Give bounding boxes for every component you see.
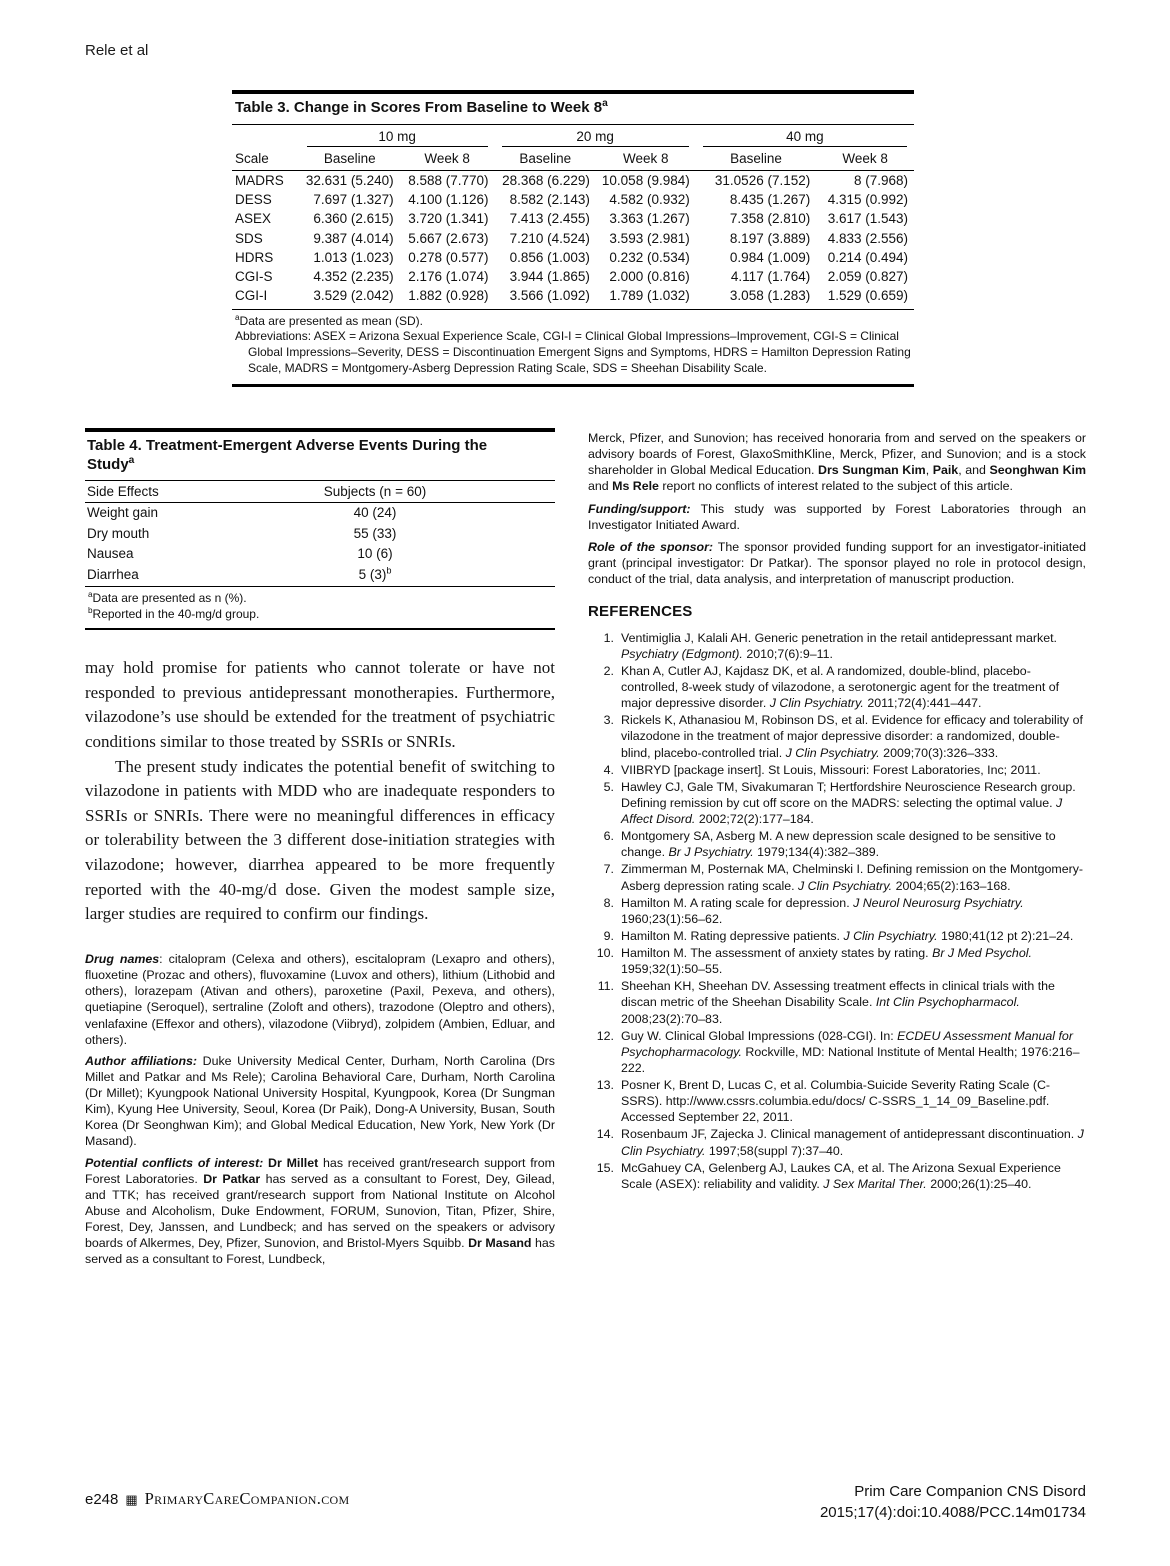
scale-name: ASEX — [235, 211, 272, 227]
body-paragraph-2: The present study indicates the potential benefit of switching to vilazodone in patients with MDD who are inadequate responders to SSRIs or SNRIs. There were no meaningful differences in efficacy or tolerability between the 3 different dose-initiation strategies with vilazodone; however, diarrhea appeared to be more frequently reported with the 40-mg/d dose. Given the modest sample size, larger studies are required to confirm our findings. — [85, 756, 555, 924]
reference-number: 7. — [603, 862, 614, 877]
reference-text: Rickels K, Athanasiou M, Robinson DS, et al. Evidence for efficacy and tolerability of vilazodone in the treatment of major depressive disorder: a randomized, double-blind, placebo-controlled trial. J Clin Psychiatry. 2009;70(3):326–333. — [621, 713, 1083, 760]
reference-number: 4. — [603, 762, 614, 777]
reference-item-12 — [588, 1028, 1086, 1076]
value-cell: 3.617 (1.543) — [827, 211, 908, 227]
table3-row-asex — [232, 209, 914, 228]
reference-text: Montgomery SA, Asberg M. A new depression scale designed to be sensitive to change. Br J Psychiatry. 1979;134(4):382–389. — [621, 829, 1056, 860]
reference-item-2 — [588, 663, 1086, 711]
value-cell: 3.566 (1.092) — [495, 286, 596, 309]
reference-number: 14. — [596, 1127, 614, 1142]
col-header-week8-20mg: Week 8 — [596, 148, 696, 171]
table3-title: Table 3. Change in Scores From Baseline to Week 8$^a$ — [235, 98, 608, 116]
reference-number: 2. — [603, 663, 614, 678]
col-header-baseline-20mg: Baseline — [495, 148, 596, 171]
drug-names-note: Drug names: citalopram (Celexa and others), escitalopram (Lexapro and others), fluoxetine (Prozac and others), fluvoxamine (Luvox and others), lithium (Lithobid and others), lorazepam (Ativan and others), paroxetine (Paxil, Pexeva, and others), quetiapine (Seroquel), sertraline (Zoloft and others), trazodone (Oleptro and others), venlafaxine (Effexor and others), vilazodone (Viibryd), zolpidem (Ambien, Edluar, and others). — [85, 952, 555, 1047]
reference-number: 13. — [596, 1078, 614, 1092]
reference-text: Sheehan KH, Sheehan DV. Assessing treatment effects in clinical trials with the discan metric of the Sheehan Disability Scale. Int Clin Psychopharmacol. 2008;23(2):70–83. — [621, 979, 1055, 1026]
value-cell: 4.352 (2.235) — [313, 269, 394, 285]
table3-row-sds — [232, 229, 914, 248]
scale-name: SDS — [235, 230, 263, 246]
reference-item-8 — [588, 895, 1086, 927]
table3-abbreviations: Abbreviations: ASEX = Arizona Sexual Experience Scale, CGI-I = Clinical Global Impressions–Improvement, CGI-S = Clinical Global Impressions–Severity, DESS = Discontinuation Emergent Signs and Symptoms, HDRS = Hamilton Depression Rating Scale, MADRS = Montgomery-Asberg Depression Rating Scale, SDS = Sheehan Disability Scale. — [235, 329, 911, 376]
value-cell: 3.363 (1.267) — [609, 211, 690, 227]
reference-item-7 — [588, 861, 1086, 893]
col-header-side-effects: Side Effects — [85, 480, 195, 502]
reference-text: Zimmerman M, Posternak MA, Chelminski I. Defining remission on the Montgomery-Asberg depression rating scale. J Clin Psychiatry. 2004;65(2):163–168. — [621, 862, 1084, 893]
reference-number: 9. — [603, 928, 614, 943]
value-cell: 7.697 (1.327) — [313, 192, 394, 208]
reference-item-14 — [588, 1126, 1086, 1158]
table3-dose-group-row — [232, 124, 914, 148]
reference-item-13 — [588, 1077, 1086, 1125]
dose-group-40mg: 40 mg — [703, 129, 907, 147]
value-cell: 3.944 (1.865) — [509, 269, 590, 285]
journal-logo-icon: ▦ — [125, 1491, 138, 1507]
col-header-baseline-40mg: Baseline — [696, 148, 817, 171]
table4-footnote-b: $^b$Reported in the 40-mg/d group. — [88, 606, 260, 622]
side-effect-value: 10 (6) — [357, 546, 393, 562]
value-cell: 10.058 (9.984) — [601, 172, 690, 188]
table3-row-cgis — [232, 267, 914, 286]
value-cell: 0.232 (0.534) — [609, 249, 690, 265]
value-cell: 9.387 (4.014) — [313, 230, 394, 246]
references-heading: REFERENCES — [588, 603, 693, 621]
table4-header-row — [85, 480, 555, 502]
side-effect-name: Nausea — [87, 546, 134, 562]
value-cell: 2.059 (0.827) — [827, 269, 908, 285]
value-cell: 8.582 (2.143) — [509, 192, 590, 208]
body-paragraph-1: may hold promise for patients who cannot tolerate or have not responded to previous antidepressant monotherapies. Furthermore, vilazodone’s use should be extended for the treatment of psychiatric conditions similar to those treated by SSRIs or SNRIs. — [85, 658, 555, 751]
col-header-week8-10mg: Week 8 — [400, 148, 495, 171]
value-cell: 7.358 (2.810) — [729, 211, 811, 227]
value-cell: 0.856 (1.003) — [509, 249, 590, 265]
table3 — [232, 90, 914, 387]
value-cell: 3.058 (1.283) — [696, 286, 817, 309]
reference-text: Hamilton M. The assessment of anxiety states by rating. Br J Med Psychol. 1959;32(1):50–55. — [621, 946, 1032, 977]
footer-left — [85, 1489, 349, 1509]
col-header-subjects: Subjects (n = 60) — [195, 480, 555, 502]
reference-text: Khan A, Cutler AJ, Kajdasz DK, et al. A randomized, double-blind, placebo-controlled, 8-week study of vilazodone, a serotonergic agent for the treatment of major depressive disorder. J Clin Psychiatry. 2011;72(4):441–447. — [621, 663, 1060, 711]
scale-name: HDRS — [235, 249, 274, 265]
table3-row-hdrs — [232, 248, 914, 267]
reference-text: McGahuey CA, Gelenberg AJ, Laukes CA, et al. The Arizona Sexual Experience Scale (ASEX): reliability and validity. J Sex Marital Ther. 2000;26(1):25–40. — [621, 1160, 1061, 1191]
value-cell: 4.315 (0.992) — [827, 192, 908, 208]
value-cell: 8.197 (3.889) — [729, 230, 811, 246]
value-cell: 7.210 (4.524) — [509, 230, 590, 246]
table4-row-nausea — [85, 544, 555, 565]
value-cell: 0.214 (0.494) — [827, 249, 908, 265]
reference-text: Hawley CJ, Gale TM, Sivakumaran T; Hertfordshire Neuroscience Research group. Defining remission by cut off score on the MADRS: selecting the optimal value. J Affect Disord. 2002;72(2):177–184. — [621, 779, 1076, 826]
value-cell: 4.100 (1.126) — [408, 192, 489, 208]
reference-item-5 — [588, 779, 1086, 827]
reference-item-3 — [588, 712, 1086, 760]
reference-number: 1. — [603, 630, 614, 645]
value-cell: 0.984 (1.009) — [729, 249, 811, 265]
value-cell: 1.013 (1.023) — [313, 249, 394, 265]
value-cell: 4.833 (2.556) — [827, 230, 908, 246]
table3-row-cgii — [232, 286, 914, 309]
footer-right — [820, 1481, 1086, 1523]
value-cell: 28.368 (6.229) — [502, 172, 590, 188]
footer-site-name: PrimaryCareCompanion.com — [144, 1489, 350, 1508]
table3-row-madrs — [232, 170, 914, 190]
side-effect-value: 5 $(3)^b$ — [195, 564, 555, 587]
value-cell: 7.413 (2.455) — [509, 211, 590, 227]
scale-name: CGI-S — [235, 269, 273, 285]
value-cell: 8.588 (7.770) — [408, 172, 489, 188]
reference-text: Rosenbaum JF, Zajecka J. Clinical management of antidepressant discontinuation. J Clin Psychiatry. 1997;58(suppl 7):37–40. — [621, 1127, 1084, 1158]
table3-corner-cell — [232, 124, 300, 148]
reference-item-6 — [588, 828, 1086, 860]
value-cell: 1.882 (0.928) — [400, 286, 495, 309]
reference-text: Posner K, Brent D, Lucas C, et al. Columbia-Suicide Severity Rating Scale (C-SSRS). http://www.cssrs.columbia.edu/docs/ C-SSRS_1_14_09_Baseline.pdf. Accessed September 22, 2011. — [621, 1078, 1051, 1125]
table4-row-weight-gain — [85, 502, 555, 523]
table4-footnote-a: $^a$Data are presented as n (%). — [88, 590, 247, 606]
reference-text: Hamilton M. A rating scale for depression. J Neurol Neurosurg Psychiatry. 1960;23(1):56–62. — [621, 895, 1024, 926]
value-cell: 31.0526 (7.152) — [714, 172, 811, 188]
col-header-scale: Scale — [232, 148, 300, 171]
reference-number: 5. — [603, 779, 614, 794]
value-cell: 3.529 (2.042) — [300, 286, 400, 309]
side-effect-value: 55 (33) — [353, 525, 397, 541]
table4-footnotes — [85, 587, 555, 630]
value-cell: 1.789 (1.032) — [596, 286, 696, 309]
scale-name: MADRS — [235, 172, 284, 188]
table3-footnote-a: $^a$Data are presented as mean (SD). — [235, 312, 423, 328]
side-effect-name: Diarrhea — [85, 564, 195, 587]
footer-doi: 2015;17(4):doi:10.4088/PCC.14m01734 — [819, 1504, 1086, 1521]
scale-name: CGI-I — [232, 286, 300, 309]
value-cell: 8.435 (1.267) — [729, 192, 811, 208]
references-list — [588, 630, 1086, 1192]
col-header-week8-40mg: Week 8 — [816, 148, 914, 171]
value-cell: 8 (7.968) — [853, 172, 908, 188]
value-cell: 32.631 (5.240) — [305, 172, 394, 188]
reference-number: 11. — [597, 979, 614, 994]
table4 — [85, 428, 555, 630]
reference-number: 8. — [603, 895, 614, 910]
value-cell: 6.360 (2.615) — [313, 211, 394, 227]
side-effect-name: Dry mouth — [87, 525, 150, 541]
reference-item-10 — [588, 945, 1086, 977]
reference-text: VIIBRYD [package insert]. St Louis, Missouri: Forest Laboratories, Inc; 2011. — [621, 762, 1041, 777]
reference-item-9 — [588, 928, 1086, 944]
author-affiliations-note: Author affiliations: Duke University Medical Center, Durham, North Carolina (Drs Millet and Patkar and Ms Rele); Carolina Behavioral Care, Durham, North Carolina (Dr Millet); Kyungpook National University Hospital, Kyungpook, Korea (Dr Sungman Kim), Kyung Hee University, Seoul, Korea (Dr Paik), Dong-A University, Busan, South Korea (Dr Seonghwan Kim); and Global Medical Education, New York, New York (Dr Masand). — [85, 1053, 555, 1149]
running-head: Rele et al — [85, 42, 149, 59]
value-cell: 0.278 (0.577) — [408, 249, 489, 265]
reference-item-1 — [588, 630, 1086, 662]
footer-page-number: e248 — [85, 1490, 119, 1508]
table3-row-dess — [232, 190, 914, 209]
funding-support-note: Funding/support: This study was supported by Forest Laboratories through an Investigator Initiated Award. — [588, 501, 1086, 532]
reference-number: 6. — [603, 829, 614, 844]
reference-text: Hamilton M. Rating depressive patients. J Clin Psychiatry. 1980;41(12 pt 2):21–24. — [621, 928, 1074, 943]
article-left-column — [85, 656, 555, 1272]
value-cell: 4.117 (1.764) — [730, 269, 811, 285]
conflicts-of-interest-note-continued: Merck, Pfizer, and Sunovion; has received honoraria from and served on the speakers or advisory boards of Forest, GlaxoSmithKline, Merck, Pfizer, and Sunovion; and is a stock shareholder in Global Medical Education. Drs Sungman Kim, Paik, and Seonghwan Kim and Ms Rele report no conflicts of interest related to the subject of this article. — [588, 431, 1086, 494]
footer-journal-name: Prim Care Companion CNS Disord — [854, 1483, 1086, 1500]
conflicts-of-interest-note: Potential conflicts of interest: Dr Millet has received grant/research support from Forest Laboratories. Dr Patkar has served as a consultant to Forest, Dey, Gilead, and TTK; has received grant/research support from National Institute on Alcohol Abuse and Alcoholism, Duke Endowment, FORUM, Sunovion, Titan, Pfizer, Shire, Forest, Dey, Janssen, and Lundbeck; and has served on the speakers or advisory boards of Alkermes, Dey, Pfizer, Sunovion, and Bristol-Myers Squibb. Dr Masand has served as a consultant to Forest, Lundbeck, — [85, 1155, 555, 1267]
reference-item-11 — [588, 978, 1086, 1026]
reference-number: 3. — [603, 713, 614, 728]
table4-row-dry-mouth — [85, 523, 555, 544]
value-cell: 3.593 (2.981) — [609, 230, 690, 246]
table3-footnotes — [232, 310, 914, 379]
reference-text: Ventimiglia J, Kalali AH. Generic penetration in the retail antidepressant market. Psychiatry (Edgmont). 2010;7(6):9–11. — [621, 630, 1057, 661]
reference-item-15 — [588, 1160, 1086, 1192]
reference-text: Guy W. Clinical Global Impressions (028-CGI). In: ECDEU Assessment Manual for Psychopharmacology. Rockville, MD: National Institute of Mental Health; 1976:216–222. — [621, 1028, 1080, 1075]
scale-name: DESS — [235, 192, 272, 208]
reference-number: 15. — [596, 1160, 614, 1175]
table3-grid — [232, 124, 914, 310]
value-cell: 5.667 (2.673) — [408, 230, 489, 246]
dose-group-20mg: 20 mg — [502, 129, 689, 147]
col-header-baseline-10mg: Baseline — [300, 148, 400, 171]
article-right-column — [588, 430, 1086, 1193]
table4-title: Table 4. Treatment-Emergent Adverse Events During the Study$^a$ — [87, 437, 488, 473]
article-notes — [85, 951, 555, 1267]
dose-group-10mg: 10 mg — [307, 129, 488, 147]
side-effect-name: Weight gain — [87, 505, 159, 520]
value-cell: 2.176 (1.074) — [408, 269, 489, 285]
role-of-sponsor-note: Role of the sponsor: The sponsor provided funding support for an investigator-initiated grant (principal investigator: Dr Patkar). The sponsor played no role in protocol design, conduct of the trial, data analysis, and interpretation of manuscript production. — [588, 539, 1086, 586]
table4-grid — [85, 480, 555, 588]
side-effect-value: 40 (24) — [353, 505, 397, 520]
value-cell: 1.529 (0.659) — [816, 286, 914, 309]
value-cell: 2.000 (0.816) — [609, 269, 690, 285]
value-cell: 4.582 (0.932) — [609, 192, 690, 208]
table4-row-diarrhea — [85, 564, 555, 587]
reference-number: 12. — [596, 1028, 614, 1043]
reference-number: 10. — [596, 946, 614, 960]
table3-column-header-row — [232, 148, 914, 171]
reference-item-4 — [588, 762, 1086, 778]
value-cell: 3.720 (1.341) — [408, 211, 489, 227]
